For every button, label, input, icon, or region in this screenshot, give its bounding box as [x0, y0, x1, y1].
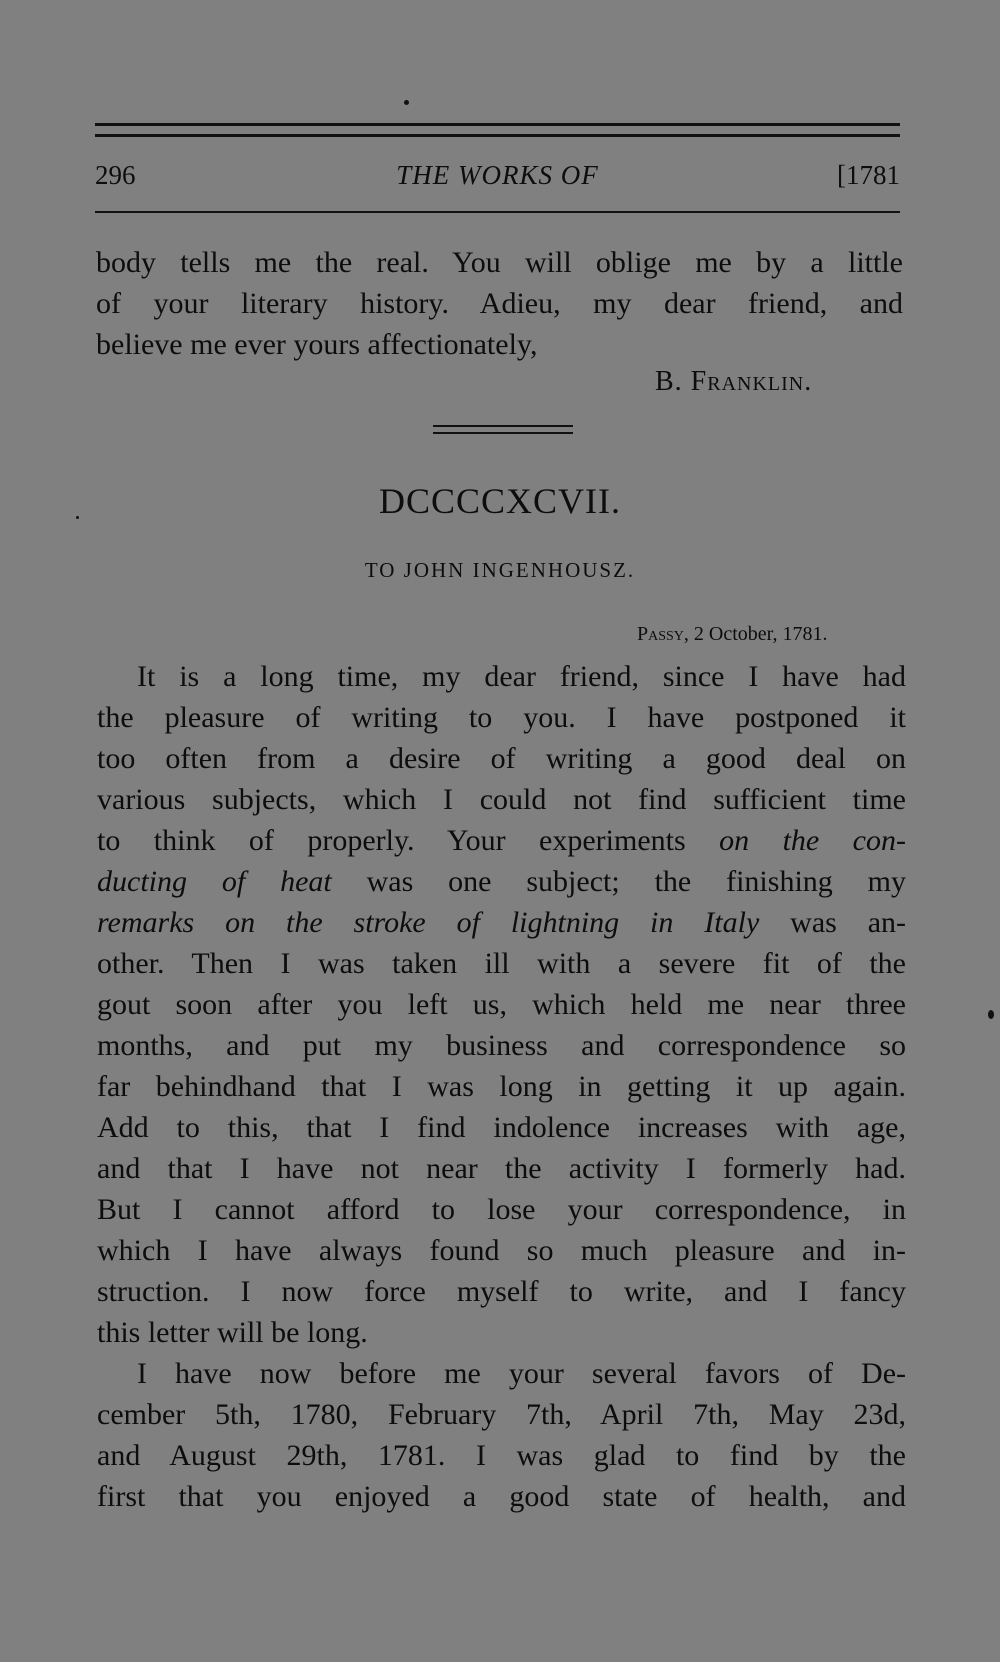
text-line — [97, 820, 906, 861]
dateline-date: 2 October, 1781. — [693, 623, 828, 645]
header-rule-top — [95, 123, 900, 126]
text-line: body tells me the real. You will oblige me by a little — [96, 246, 903, 279]
text-line: the pleasure of writing to you. I have postponed it — [97, 701, 906, 734]
letter-number: DCCCCXCVII. — [378, 481, 622, 521]
ink-speck — [404, 100, 409, 105]
text-line: first that you enjoyed a good state of health, and — [97, 1480, 906, 1513]
text-line: Add to this, that I find indolence increases with age, — [97, 1111, 906, 1144]
text-line: of your literary history. Adieu, my dear friend, and — [96, 287, 903, 320]
text-line: gout soon after you left us, which held me near three — [97, 988, 906, 1021]
header-rule-top-second — [95, 134, 900, 137]
text-line: various subjects, which I could not find sufficient time — [97, 783, 906, 816]
section-divider — [433, 425, 573, 427]
text-line: this letter will be long. — [97, 1316, 368, 1349]
text-line: and that I have not near the activity I formerly had. — [97, 1152, 906, 1185]
dateline — [637, 623, 828, 646]
section-divider-second — [433, 432, 573, 434]
running-year: [1781 — [837, 160, 900, 190]
italic-run: on the con- — [719, 824, 906, 857]
text-run: to think of properly. Your experiments — [97, 824, 720, 857]
text-line — [97, 902, 906, 943]
text-run: was an- — [759, 906, 907, 939]
text-line: months, and put my business and correspondence so — [97, 1029, 906, 1062]
text-line: other. Then I was taken ill with a severe fit of the — [97, 947, 906, 980]
text-line: far behindhand that I was long in getting it up again. — [97, 1070, 906, 1103]
running-head — [95, 160, 900, 200]
dateline-place: Passy, — [637, 623, 689, 645]
text-line: too often from a desire of writing a good deal on — [97, 742, 906, 775]
text-line: believe me ever yours affectionately, — [96, 328, 538, 361]
italic-run: ducting of heat — [97, 865, 332, 898]
signature — [655, 366, 812, 398]
text-line: which I have always found so much pleasure and in- — [97, 1234, 906, 1267]
text-line — [97, 861, 906, 902]
text-line: struction. I now force myself to write, and I fancy — [97, 1275, 906, 1308]
text-line: cember 5th, 1780, February 7th, April 7th, May 23d, — [97, 1398, 906, 1431]
italic-run: remarks on the stroke of lightning in Italy — [97, 906, 760, 939]
ink-speck — [988, 1010, 994, 1019]
text-line: and August 29th, 1781. I was glad to find by the — [97, 1439, 906, 1472]
text-run: was one subject; the finishing my — [331, 865, 906, 898]
signature-text: B. Franklin. — [655, 366, 813, 397]
text-line: I have now before me your several favors of De- — [137, 1357, 906, 1390]
letter-recipient: TO JOHN INGENHOUSZ. — [364, 558, 636, 582]
header-rule-bottom — [95, 211, 900, 213]
running-title: THE WORKS OF — [396, 160, 599, 190]
text-line: But I cannot afford to lose your correspondence, in — [97, 1193, 906, 1226]
text-line: It is a long time, my dear friend, since I have had — [137, 660, 906, 693]
page-number: 296 — [95, 160, 136, 190]
